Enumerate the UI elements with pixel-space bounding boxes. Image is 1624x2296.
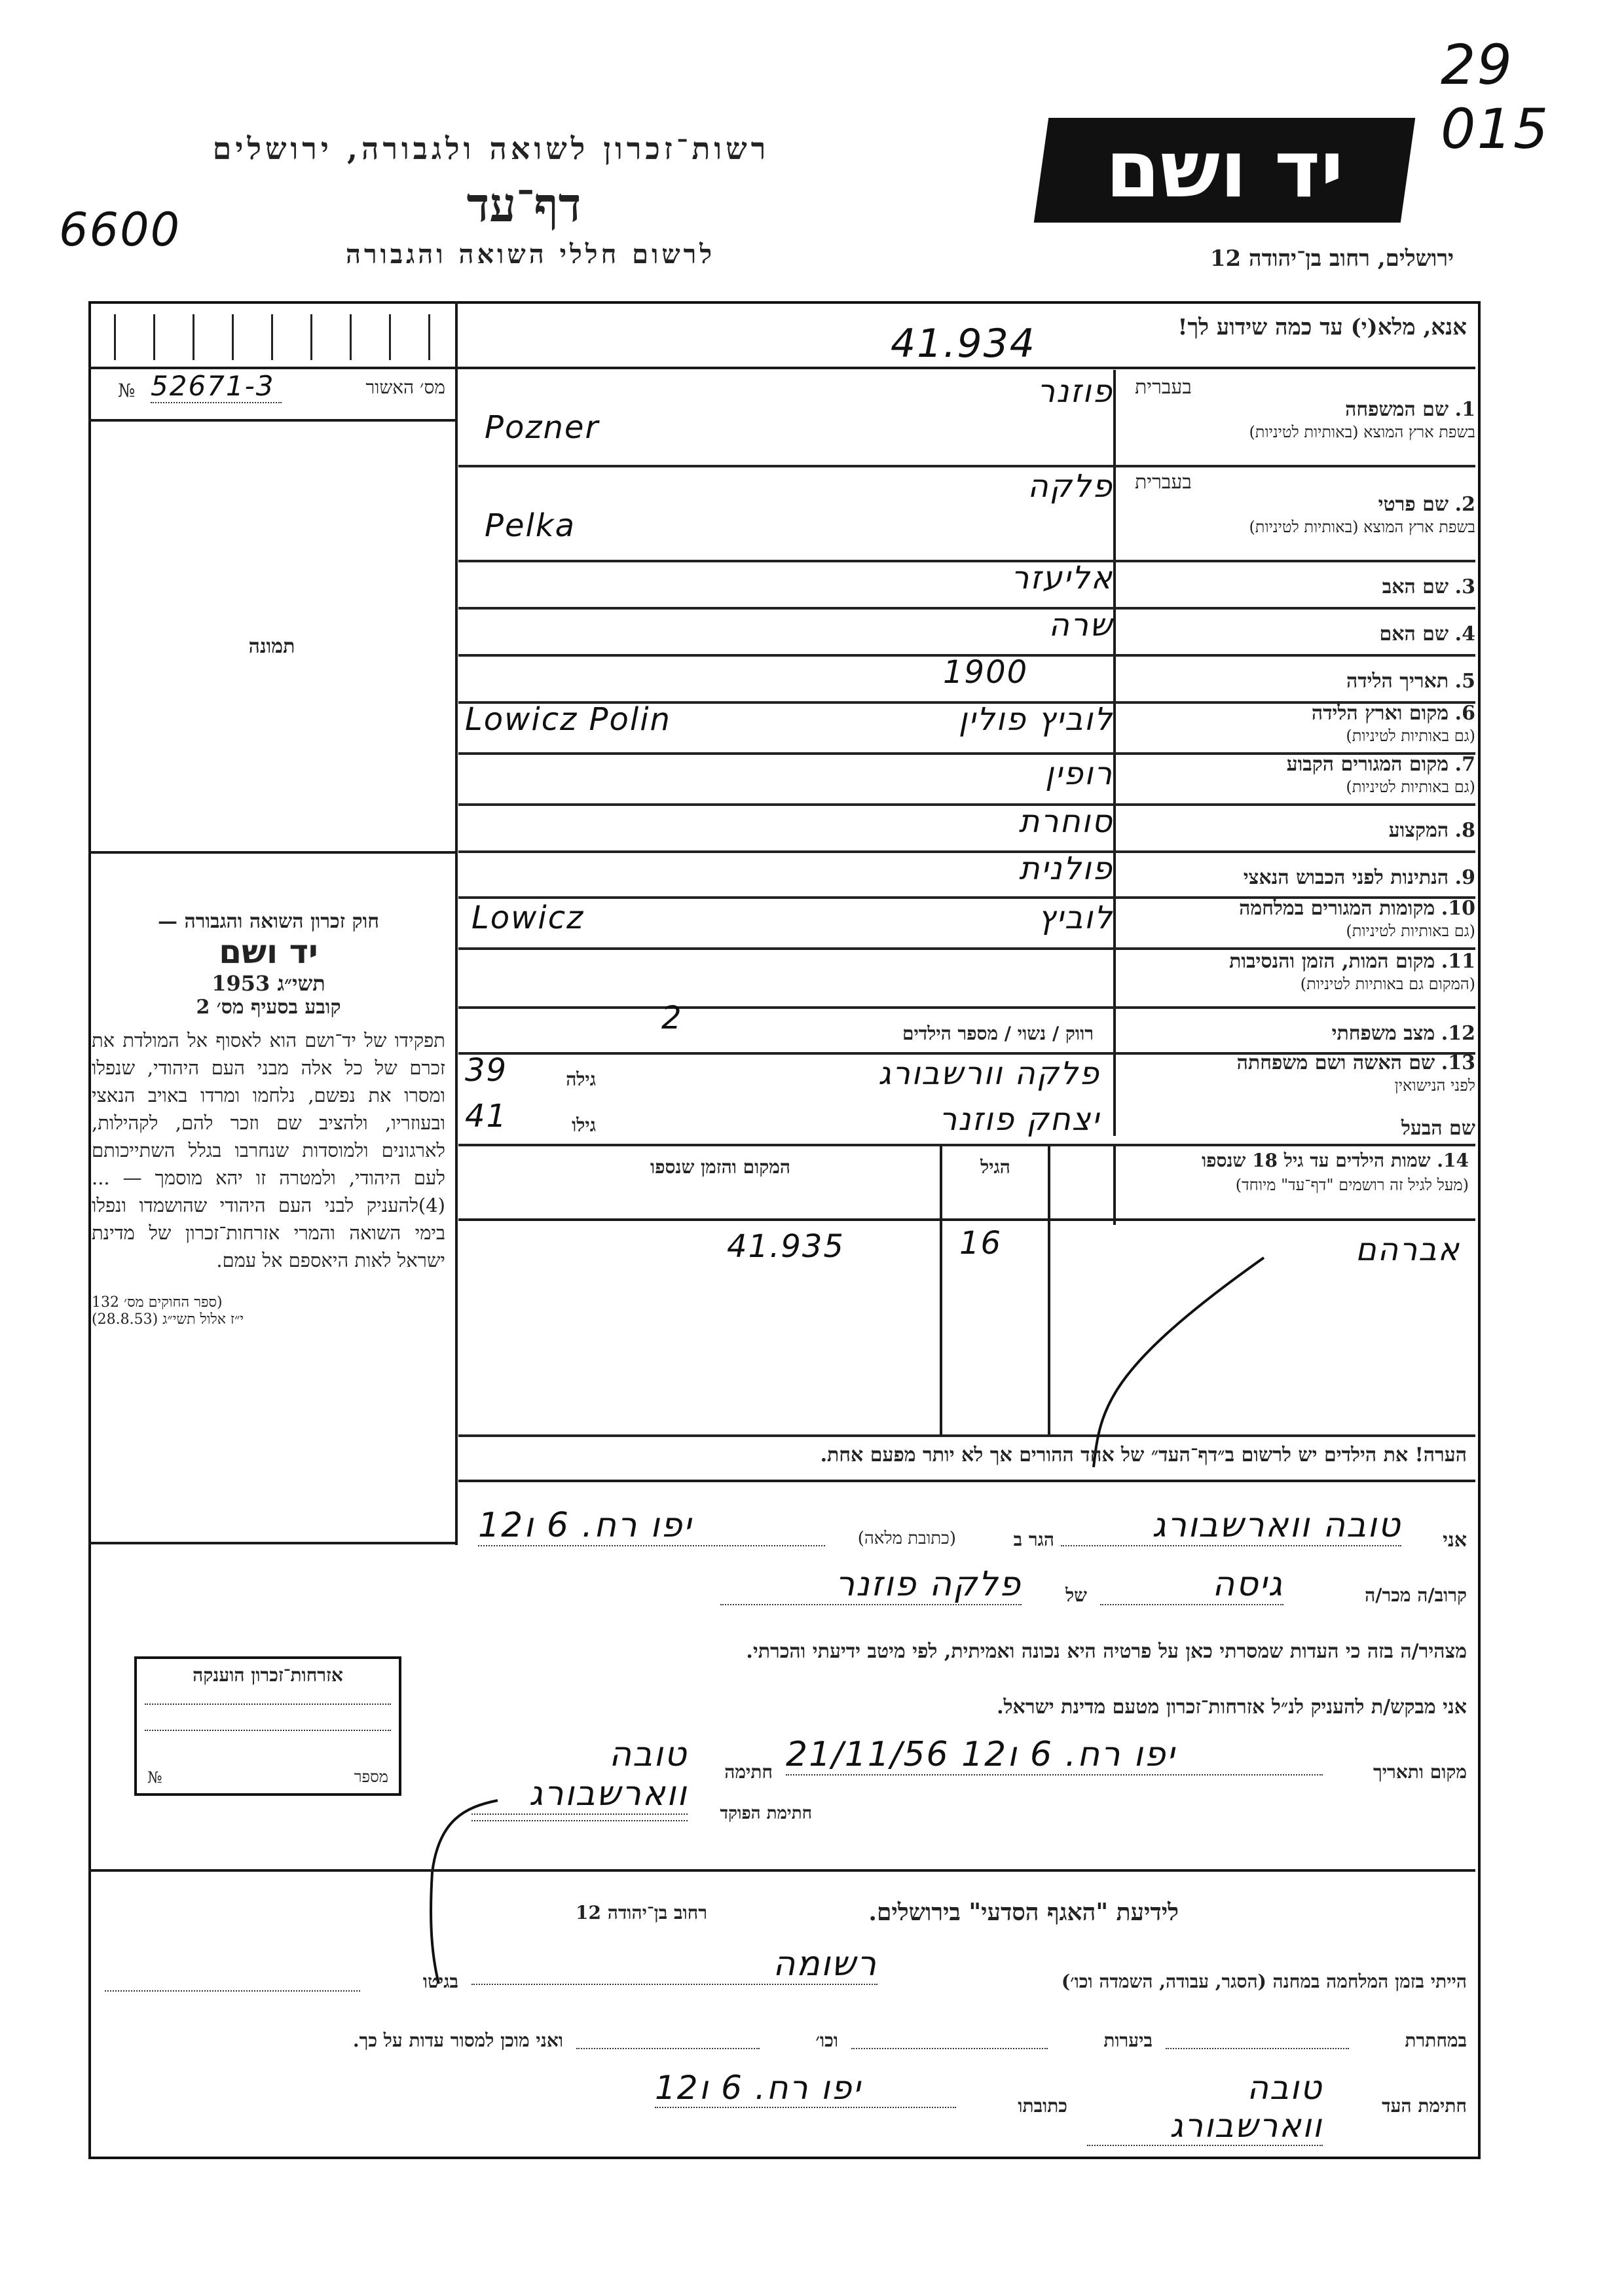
wartime-residence-latin: Lowicz xyxy=(471,900,585,936)
field-number: 2. xyxy=(1454,493,1475,516)
field-row-3 xyxy=(458,560,1475,610)
citizenship-number-mark: № xyxy=(147,1768,162,1787)
decl-of-name: פלקה פוזנר xyxy=(720,1565,1022,1605)
left-column-divider xyxy=(455,301,458,1545)
field-row-9 xyxy=(458,850,1475,899)
field-label-9 xyxy=(1109,867,1475,889)
field-number: 4. xyxy=(1454,623,1475,646)
decl-request: אני מבקש/ת להעניק לנ״ל אזרחות־זכרון מטעם מדינת ישראל. xyxy=(997,1696,1467,1719)
wife-age: 39 xyxy=(465,1052,508,1089)
corner-left-number: 6600 xyxy=(59,203,181,257)
decl-place-date-label: מקום ותאריך xyxy=(1373,1761,1467,1783)
photo-bottom xyxy=(88,851,455,854)
field-row-7 xyxy=(458,752,1475,806)
field-name: שם האב xyxy=(1382,575,1449,598)
law-year: תשי״ג 1953 xyxy=(212,971,325,996)
children-count: 2 xyxy=(661,1000,683,1036)
wife-age-label: גילה xyxy=(566,1068,596,1090)
field-name: שם פרטי xyxy=(1378,493,1449,516)
decl-signature-label: חתימה xyxy=(724,1761,773,1783)
surname-hebrew: פוזנר xyxy=(1037,373,1113,410)
field-number: 5. xyxy=(1454,670,1475,693)
mother-name: שרה xyxy=(1048,607,1113,644)
field-number: 13. xyxy=(1441,1051,1475,1074)
profession: סוחרת xyxy=(1018,803,1113,840)
decl-of-label: של xyxy=(1065,1584,1087,1606)
form-subtitle: לרשום חללי השואה והגבורה xyxy=(345,239,716,270)
child-ref: 41.935 xyxy=(727,1228,845,1265)
field-number: 6. xyxy=(1454,702,1475,725)
field-row-5 xyxy=(458,654,1475,704)
fighters-line1a: הייתי בזמן המלחמה במחנה (הסגר, עבודה, השמדה וכו׳) xyxy=(1061,1971,1467,1992)
fighters-top xyxy=(88,1869,1475,1872)
decl-signature: טובה ווארשבורג xyxy=(471,1735,688,1815)
law-source-date: י״ז אלול תשי״ג (28.8.53) xyxy=(92,1311,244,1328)
fighters-line2a: במחתרת xyxy=(1405,2030,1467,2051)
field-name: מצב משפחתי xyxy=(1331,1022,1435,1045)
decl-addr-label: (כתובת מלאה) xyxy=(857,1529,956,1548)
field-name: תאריך הלידה xyxy=(1346,670,1449,693)
field-row-13 xyxy=(458,1052,1475,1098)
field-name: הנתינות לפני הכבוש הנאצי xyxy=(1243,866,1449,889)
field-number: 12. xyxy=(1441,1022,1475,1045)
firstname-hebrew: פלקה xyxy=(1027,468,1113,505)
field-number: 1. xyxy=(1454,398,1475,421)
husband-age-label: גילו xyxy=(572,1114,596,1136)
fighters-ghetto-line xyxy=(105,1990,360,1992)
field-name: מקומות המגורים במלחמה xyxy=(1239,897,1435,920)
field-row-10 xyxy=(458,896,1475,950)
law-name: יד ושם xyxy=(219,933,318,971)
field-number: 9. xyxy=(1454,866,1475,889)
ref-number: 41.934 xyxy=(891,321,1036,367)
field-row-12 xyxy=(458,1000,1475,1055)
birth-date: 1900 xyxy=(943,654,1029,691)
child-age: 16 xyxy=(959,1225,1003,1262)
decl-address: יפו רח. 6 ו12 xyxy=(478,1506,825,1546)
field-row-11 xyxy=(458,947,1475,1009)
photo-label: תמונה xyxy=(248,635,295,658)
field-label-7 xyxy=(1109,754,1475,798)
field-number: 10. xyxy=(1441,897,1475,920)
approval-row-bottom xyxy=(88,419,455,422)
children-col-divider xyxy=(940,1146,942,1434)
citizenship-number-label: מספר xyxy=(354,1768,388,1786)
field-row-8 xyxy=(458,803,1475,853)
birth-place-hebrew: לוביץ פולין xyxy=(958,701,1113,738)
children-col-divider xyxy=(1048,1146,1050,1434)
decl-relation: גיסה xyxy=(1100,1565,1283,1605)
field-number: 7. xyxy=(1454,753,1475,776)
field-label-3 xyxy=(1109,576,1475,598)
field-sub: (גם באותיות לטיניות) xyxy=(1346,778,1475,796)
children-col-age: הגיל xyxy=(980,1156,1010,1178)
field-name: המקצוע xyxy=(1388,819,1449,842)
law-title: חוק זכרון השואה והגבורה — xyxy=(158,910,379,933)
residence: רופין xyxy=(1045,756,1113,792)
wartime-residence-hebrew: לוביץ xyxy=(1038,900,1113,936)
firstname-latin: Pelka xyxy=(485,507,576,544)
field-name: שם המשפחה xyxy=(1345,398,1449,421)
field-label-11 xyxy=(1109,951,1475,995)
law-bottom xyxy=(88,1542,458,1544)
field-sub: בשפת ארץ המוצא (באותיות לטיניות) xyxy=(1249,518,1475,536)
field-label-10 xyxy=(1109,898,1475,942)
fighters-address: רחוב בן־יהודה 12 xyxy=(576,1902,707,1923)
fighters-etc-line xyxy=(576,2048,760,2049)
decl-official-label: חתימת הפוקד xyxy=(720,1804,812,1823)
children-table xyxy=(458,1146,1475,1437)
field-name: שם האשה ושם משפחתה xyxy=(1236,1051,1435,1074)
field-label-13 xyxy=(1109,1052,1475,1097)
field-name: מקום וארץ הלידה xyxy=(1311,702,1449,725)
field-hebrew-tag: בעברית xyxy=(1135,376,1192,399)
law-block xyxy=(92,910,445,1328)
decl-name: טובה ווארשבורג xyxy=(1061,1506,1401,1546)
please-fill: אנא, מלא(י) עד כמה שידוע לך! xyxy=(1177,314,1467,340)
field-label-1 xyxy=(1122,376,1475,443)
field-row-1 xyxy=(458,370,1475,467)
fighters-camp-value: רשומה xyxy=(471,1944,877,1985)
field-label-5 xyxy=(1109,670,1475,693)
note: הערה! את הילדים יש לרשום ב״דף־העד״ של אחד ההורים אך לא יותר מפעם אחת. xyxy=(820,1444,1467,1467)
decl-relation-label: קרוב/ה מכר/ה xyxy=(1365,1584,1467,1606)
field-row-husband xyxy=(458,1098,1475,1146)
field-row-2 xyxy=(458,465,1475,562)
children-title-sub: (מעל לגיל זה רושמים "דף־עד" מיוחד) xyxy=(1235,1176,1469,1194)
field-sub: (המקום גם באותיות לטיניות) xyxy=(1300,975,1475,993)
marital-status-text: רווק / נשוי / מספר הילדים xyxy=(902,1023,1094,1044)
field-sub: לפני הנישואין xyxy=(1394,1076,1475,1095)
fighters-line2d: ואני מוכן למסור עדות על כך. xyxy=(352,2030,563,2051)
father-name: אליעזר xyxy=(1011,560,1113,596)
decl-statement: מצהיר/ה בזה כי העדות שמסרתי כאן על פרטיה היא נכונה ואמיתית, לפי מיטב ידיעתי והכרתי. xyxy=(746,1640,1467,1663)
field-label-2 xyxy=(1122,471,1475,538)
logo-text: יד ושם xyxy=(1105,124,1344,215)
note-bottom xyxy=(458,1480,1475,1482)
children-col-place: המקום והזמן שנספו xyxy=(650,1156,790,1178)
approval-boxes xyxy=(95,314,449,367)
husband-age: 41 xyxy=(465,1098,508,1135)
field-label-12 xyxy=(1109,1023,1475,1045)
decl-resides-label: הגר ב xyxy=(1013,1529,1054,1550)
fighters-witness-label: חתימת העד xyxy=(1382,2095,1467,2117)
field-number: 11. xyxy=(1441,950,1475,973)
address: ירושלים, רחוב בן־יהודה 12 xyxy=(1209,246,1454,272)
logo xyxy=(1034,118,1415,223)
field-number: 8. xyxy=(1454,819,1475,842)
org-name: רשות־זכרון לשואה ולגבורה, ירושלים xyxy=(212,131,770,166)
children-title: 14. שמות הילדים עד גיל 18 שנספו xyxy=(1202,1150,1469,1171)
children-header-line xyxy=(458,1218,1475,1221)
field-number: 3. xyxy=(1454,575,1475,598)
approval-no-mark: № xyxy=(118,380,136,401)
field-row-6 xyxy=(458,701,1475,755)
fighters-witness-sign: טובה ווארשבורג xyxy=(1087,2069,1323,2146)
fighters-line1b: בגיטו xyxy=(422,1971,458,1992)
citizenship-line xyxy=(145,1704,391,1705)
fighters-underground-line xyxy=(1166,2048,1349,2049)
field-name: שם הבעל xyxy=(1401,1117,1475,1140)
nationality: פולנית xyxy=(1019,850,1113,887)
field-label-8 xyxy=(1109,820,1475,842)
corner-number: 29 015 xyxy=(1441,33,1550,161)
top-strip-bottom xyxy=(88,367,1475,369)
field-name: מקום המות, הזמן והנסיבות xyxy=(1229,950,1435,973)
fighters-address-label: כתובתו xyxy=(1018,2095,1067,2117)
law-clause: קובע בסעיף מס׳ 2 xyxy=(196,996,341,1019)
approval-label: מס׳ האשור xyxy=(365,376,445,398)
field-row-4 xyxy=(458,607,1475,657)
citizenship-line xyxy=(145,1730,391,1731)
surname-latin: Pozner xyxy=(485,409,600,446)
citizenship-title: אזרחות־זכרון הוענקה xyxy=(193,1664,343,1686)
fighters-line2b: ביערות xyxy=(1103,2030,1153,2051)
field-sub: בשפת ארץ המוצא (באותיות לטיניות) xyxy=(1249,423,1475,441)
field-sub: (גם באותיות לטיניות) xyxy=(1346,727,1475,745)
husband-name: יצחק פוזנר xyxy=(939,1101,1100,1138)
form-title: דף־עד xyxy=(466,177,581,232)
fighters-title: לידיעת "האגף הסדעי" בירושלים. xyxy=(868,1899,1179,1926)
wife-name: פלקה וורשבורג xyxy=(878,1055,1100,1092)
fighters-forest-line xyxy=(851,2048,1048,2049)
field-label-6 xyxy=(1109,702,1475,747)
field-label-husband xyxy=(1109,1118,1475,1140)
field-name: מקום המגורים הקבוע xyxy=(1286,753,1449,776)
birth-place-latin: Lowicz Polin xyxy=(465,701,671,738)
decl-i-label: אני xyxy=(1443,1529,1467,1552)
approval-number: 52671-3 xyxy=(151,370,282,403)
law-body: תפקידו של יד־ושם הוא לאסוף אל המולדת את זכרם של כל אלה מבני העם היהודי, שנפלו ומסרו את נפשם, נלחמו ומרדו באויב הנאצי ובעוזריו, ולהציב שם וזכר להם, לקהילות, לארגונים ולמוסדות שנחרבו בגלל השתייכותם לעם היהודי, ולמטרה זו יהא מוסמך — ...(4)להעניק לבני העם היהודי שהושמדו ונפלו בימי השואה והמרי אזרחות־זכרון של מדינת ישראל לאות היאספם אל עמם. xyxy=(92,1029,445,1271)
field-hebrew-tag: בעברית xyxy=(1135,471,1192,494)
law-source: (ספר החוקים מס׳ 132 xyxy=(92,1294,223,1311)
field-sub: (גם באותיות לטיניות) xyxy=(1346,922,1475,940)
decl-place-date: יפו רח. 6 ו12 21/11/56 xyxy=(786,1735,1323,1776)
field-name: שם האם xyxy=(1379,623,1449,646)
fighters-address-value: יפו רח. 6 ו12 xyxy=(655,2069,956,2108)
field-label-4 xyxy=(1109,623,1475,646)
citizenship-box xyxy=(134,1656,401,1796)
child-name: אברהם xyxy=(1355,1231,1460,1268)
fighters-line2c: וכו׳ xyxy=(815,2030,838,2051)
